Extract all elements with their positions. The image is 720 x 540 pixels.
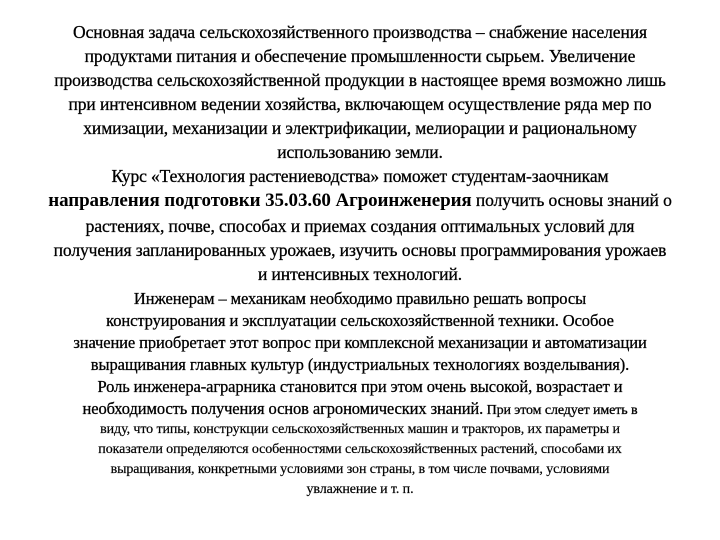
text-line: производства сельскохозяйственной продукции в настоящее время возможно лишь — [54, 70, 666, 90]
text-line: получения запланированных урожаев, изучить основы программирования урожаев — [53, 240, 667, 260]
emphasized-text: направления подготовки 35.03.60 Агроинженерия — [48, 190, 472, 211]
text-line: конструирования и эксплуатации сельскохозяйственной техники. Особое — [106, 311, 614, 330]
text-line: виду, что типы, конструкции сельскохозяйственных машин и тракторов, их параметры и — [100, 422, 620, 437]
text-line: растениях, почве, способах и приемах создания оптимальных условий для — [85, 216, 635, 236]
text-line: показатели определяются особенностями сельскохозяйственных растений, способами их — [98, 442, 622, 457]
text-line: при интенсивном ведении хозяйства, включающем осуществление ряда мер по — [68, 94, 652, 114]
text-line: использованию земли. — [277, 142, 443, 162]
text-line: выращивания главных культур (индустриальных технологиях возделывания). — [90, 355, 630, 374]
text-line: увлажнение и т. п. — [306, 482, 414, 497]
text-line: Курс «Технология растениеводства» поможет студентам-заочникам — [111, 166, 609, 186]
text-line: значение приобретает этот вопрос при комплексной механизации и автоматизации — [73, 333, 647, 352]
text-line: Инженерам – механикам необходимо правильно решать вопросы — [133, 289, 587, 308]
text-line: выращивания, конкретными условиями зон страны, в том числе почвами, условиями — [110, 462, 610, 477]
text-segment-small: При этом следует иметь в — [483, 403, 638, 418]
text-segment: необходимость получения основ агрономических знаний. — [82, 399, 484, 418]
text-line: продуктами питания и обеспечение промышленности сырьем. Увеличение — [84, 46, 636, 66]
text-line: и интенсивных технологий. — [258, 264, 462, 284]
text-line: Роль инженера-аграрника становится при этом очень высокой, возрастает и — [97, 377, 623, 396]
text-line-mixed — [0, 398, 720, 422]
text-line: химизации, механизации и электрификации, мелиорации и рациональному — [83, 118, 637, 138]
text-segment: получить основы знаний о — [471, 190, 672, 210]
text-line-mixed — [0, 188, 720, 213]
text-line: Основная задача сельскохозяйственного производства – снабжение населения — [73, 22, 647, 42]
